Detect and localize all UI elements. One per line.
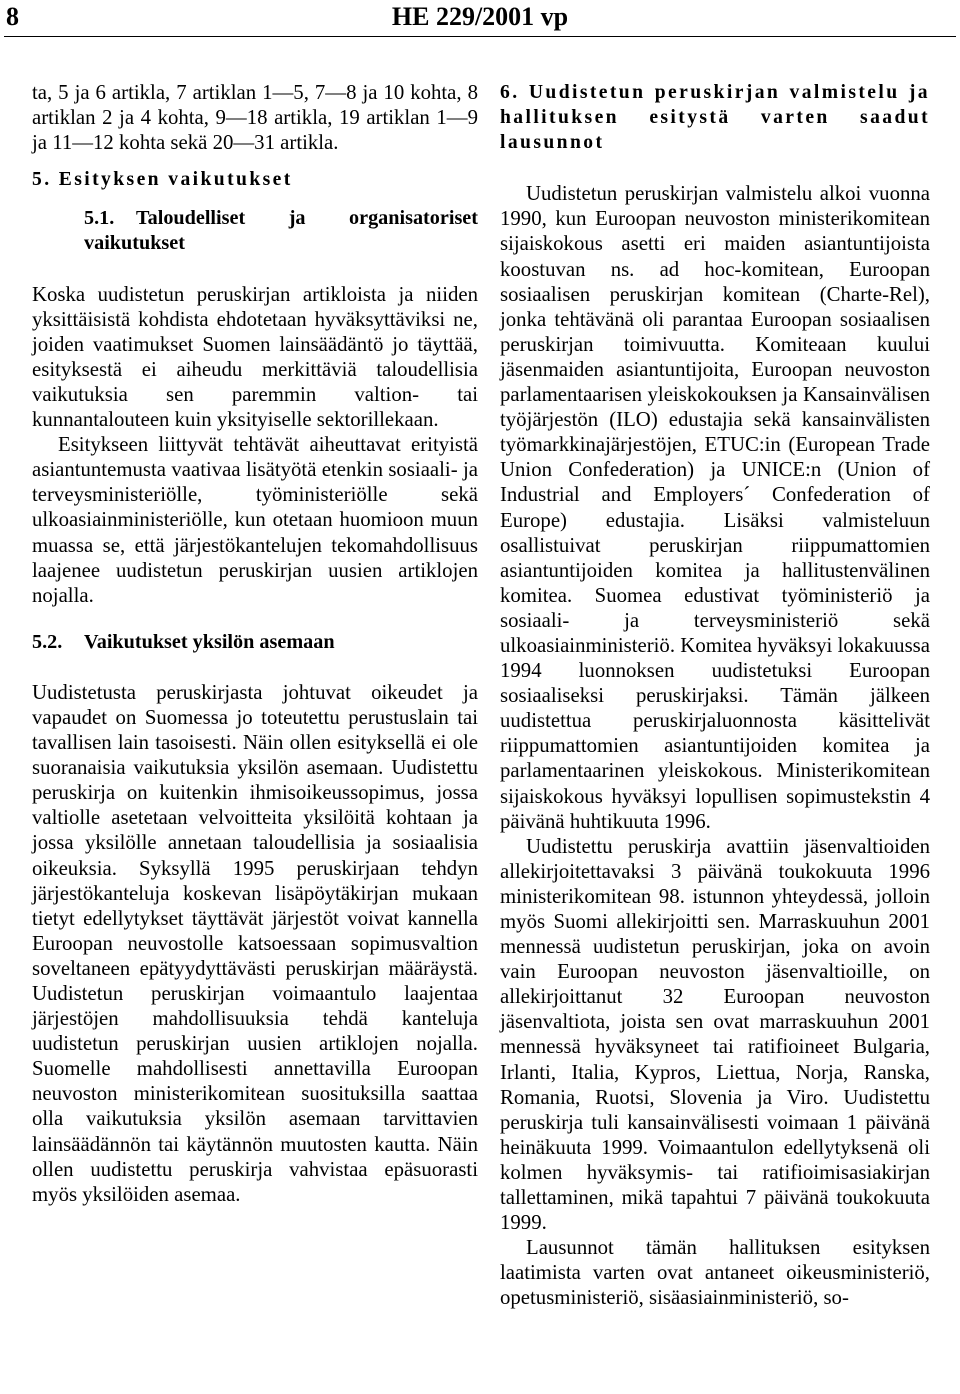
section-5-heading: 5. Esityksen vaikutukset	[32, 169, 293, 191]
page-number: 8	[6, 2, 19, 31]
section-5-1-title: Taloudelliset ja organisatoriset vaikutukset	[84, 207, 478, 255]
section-5-2-title: Vaikutukset yksilön asemaan	[84, 630, 335, 653]
section-5-1-paragraph-1: Koska uudistetun peruskirjan artikloista ja niiden yksittäisistä kohdista ehdotetaan hyväksyttäviksi ne, joiden vaatimukset Suomen lainsäädäntö jo täyttää, esityksestä ei aiheudu merkittäviä taloudellisia vaikutuksia sen paremmin valtion- tai kunnantalouteen kuin yksityiselle sektorillekaan.	[32, 282, 478, 432]
intro-paragraph: ta, 5 ja 6 artikla, 7 artiklan 1—5, 7—8 ja 10 kohta, 8 artiklan 2 ja 4 kohta, 9—18 artikla, 19 artiklan 1—9 ja 11—12 kohta sekä 20—31 artikla.	[32, 81, 478, 155]
section-6-paragraph-3: Lausunnot tämän hallituksen esityksen laatimista varten ovat antaneet oikeusministeriö, opetusministeriö, sisäasiainministeriö, so-	[500, 1236, 930, 1310]
document-id: HE 229/2001 vp	[391, 2, 569, 31]
section-5-1-paragraph-2: Esitykseen liittyvät tehtävät aiheuttavat erityistä asiantuntemusta vaativaa lisätyötä etenkin sosiaali- ja terveysministeriölle, työministeriölle sekä ulkoasiainministeriölle, kun otetaan huomioon muun muassa se, että järjestökantelujen tekomahdollisuus laajenee uudistetun peruskirjan uusien artiklojen nojalla.	[32, 433, 478, 607]
section-5-2-number: 5.2.	[32, 630, 63, 653]
section-6-paragraph-2: Uudistettu peruskirja avattiin jäsenvaltioiden allekirjoitettavaksi 3 päivänä toukokuuta 1996 ministerikomitean 98. istunnon yhteydessä, jolloin myös Suomi allekirjoitti sen. Marraskuuhun 2001 mennessä uudistetun peruskirjan, joka on avoin vain Euroopan neuvoston jäsenvaltioille, on allekirjoittanut 32 Euroopan neuvoston jäsenvaltiota, joista sen ovat marraskuuhun 2001 mennessä hyväksyneet tai ratifioineet Bulgaria, Irlanti, Italia, Kypros, Liettua, Norja, Ranska, Romania, Ruotsi, Slovenia ja Viro. Uudistettu peruskirja tuli kansainvälisesti voimaan 1 päivänä heinäkuuta 1999. Voimaantulon edellytyksenä oli kolmen hyväksymis- tai ratifioimisasiakirjan tallettaminen, mikä tapahtui 7 päivänä toukokuuta 1999.	[500, 834, 930, 1235]
section-6-title: Uudistetun peruskirjan valmistelu ja hallituksen esitystä varten saadut lausunnot	[500, 82, 930, 154]
section-5-1-number: 5.1.	[84, 207, 115, 230]
section-6-number: 6.	[500, 82, 520, 103]
section-6-paragraph-1: Uudistetun peruskirjan valmistelu alkoi vuonna 1990, kun Euroopan neuvoston ministerikomitean sijaiskokous asetti eri maiden asiantuntijoista koostuvan ns. ad hoc-komitean, Euroopan sosiaalisen peruskirjan komitean (Charte-Rel), jonka tehtävänä oli parantaa Euroopan sosiaalisen peruskirjan toimivuutta. Komiteaan kuului jäsenmaiden asiantuntijoita, Euroopan neuvoston parlamentaarisen yleiskokouksen ja Kansainvälisen työjärjestön (ILO) edustajia sekä kansainvälisten työmarkkinajärjestöjen, ETUC:in (European Trade Union Confederation) ja UNICE:n (Union of Industrial and Employers´ Confederation of Europe) edustajia. Lisäksi valmisteluun osallistuivat peruskirjan riippumattomien asiantuntijoiden komitea ja hallitustenvälinen komitea. Suomea edustivat työministeriö ja sosiaali- ja terveysministeriö sekä ulkoasiainministeriö. Komitea hyväksyi lokakuussa 1994 luonnoksen uudistetuksi Euroopan sosiaaliseksi peruskirjaksi. Tämän jälkeen uudistettua peruskirjaluonnosta käsittelivät riippumattomien asiantuntijoiden komitea ja parlamentaarinen yleiskokous. Ministerikomitean sijaiskokous hyväksyi lopullisen sopimustekstin 4 päivänä huhtikuuta 1996.	[500, 182, 930, 833]
section-5-2-paragraph: Uudistetusta peruskirjasta johtuvat oikeudet ja vapaudet on Suomessa jo toteutettu perustuslain tai tavallisen lain tasoisesti. Näin ollen esityksellä ei ole suoranaisia vaikutuksia yksilön asemaan. Uudistettu peruskirja on kuitenkin ihmisoikeussopimus, jossa valtiolle asetetaan velvoitteita yksilöitä kohtaan ja jossa yksilölle annetaan taloudellisia ja sosiaalisia oikeuksia. Syksyllä 1995 peruskirjaan tehdyn järjestökanteluja koskevan lisäpöytäkirjan mukaan tietyt edellytykset täyttävät järjestöt voivat kannella Euroopan neuvostolle katsoessaan sopimusvaltion soveltaneen epätyydyttävästi peruskirjan määräystä. Uudistetun peruskirjan voimaantulo laajentaa järjestöjen mahdollisuuksia tehdä kanteluja uudistetun peruskirjan uusien artiklojen nojalla. Suomelle mahdollisesti annettavilla Euroopan neuvoston ministerikomitean suosituksilla saattaa olla vaikutuksia yksilön asemaan tarvittavien lainsäädännön tai käytännön muutosten kautta. Näin ollen uudistettu peruskirja vahvistaa epäsuorasti myös yksilöiden asemaa.	[32, 680, 478, 1206]
right-column	[500, 80, 930, 1311]
page-header	[0, 0, 960, 40]
section-5-2-heading	[32, 630, 478, 655]
section-5-1-heading	[32, 206, 478, 256]
header-rule	[4, 36, 956, 37]
left-column	[32, 80, 478, 1207]
section-6-heading	[500, 80, 930, 155]
